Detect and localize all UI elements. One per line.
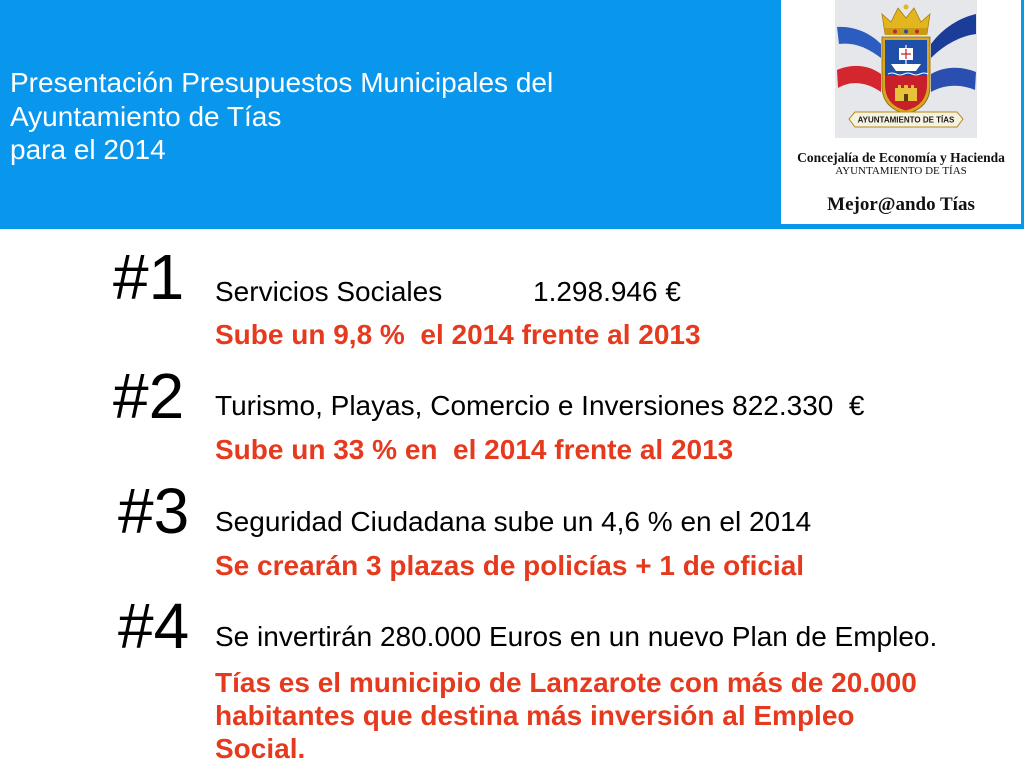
item-headline-2: Turismo, Playas, Comercio e Inversiones <box>215 390 725 421</box>
item-amount-1: 1.298.946 € <box>533 276 681 307</box>
title-line-2: Ayuntamiento de Tías <box>10 100 282 132</box>
crest-ribbon <box>849 112 963 127</box>
item-headline-3: Seguridad Ciudadana sube un 4,6 % en el 2014 <box>215 506 812 537</box>
item-headline-4: Se invertirán 280.000 Euros en un nuevo Plan de Empleo. <box>215 621 938 652</box>
title-line-1: Presentación Presupuestos Municipales del <box>10 67 554 98</box>
item-note-1: Sube un 9,8 % el 2014 frente al 2013 <box>215 319 701 350</box>
item-note-2: Sube un 33 % en el 2014 frente al 2013 <box>215 434 734 465</box>
crest-castle <box>895 85 917 101</box>
item-number-2: #2 <box>113 360 185 432</box>
council-name: AYUNTAMIENTO DE TÍAS <box>835 165 967 177</box>
item-note-3: Se crearán 3 plazas de policías + 1 de oficial <box>215 550 805 581</box>
title-line-3: para el 2014 <box>10 134 166 165</box>
crest-ribbon-text: AYUNTAMIENTO DE TÍAS <box>857 115 955 125</box>
slogan: Mejor@ando Tías <box>827 194 975 215</box>
item-number-3: #3 <box>118 475 190 547</box>
item-number-1: #1 <box>113 241 185 313</box>
item-number-4: #4 <box>118 590 190 662</box>
header-band <box>0 0 1024 229</box>
logo-panel <box>781 0 1021 224</box>
municipal-crest-icon <box>835 0 977 138</box>
item-headline-1: Servicios Sociales <box>215 276 443 307</box>
department-name: Concejalía de Economía y Hacienda <box>797 150 1005 165</box>
item-note-4: Tías es el municipio de Lanzarote con más de 20.000 habitantes que destina más inversión al Empleo Social. <box>215 667 925 764</box>
item-amount-2: 822.330 € <box>732 390 865 421</box>
slide-title <box>10 66 553 167</box>
item-line-2 <box>215 389 864 423</box>
